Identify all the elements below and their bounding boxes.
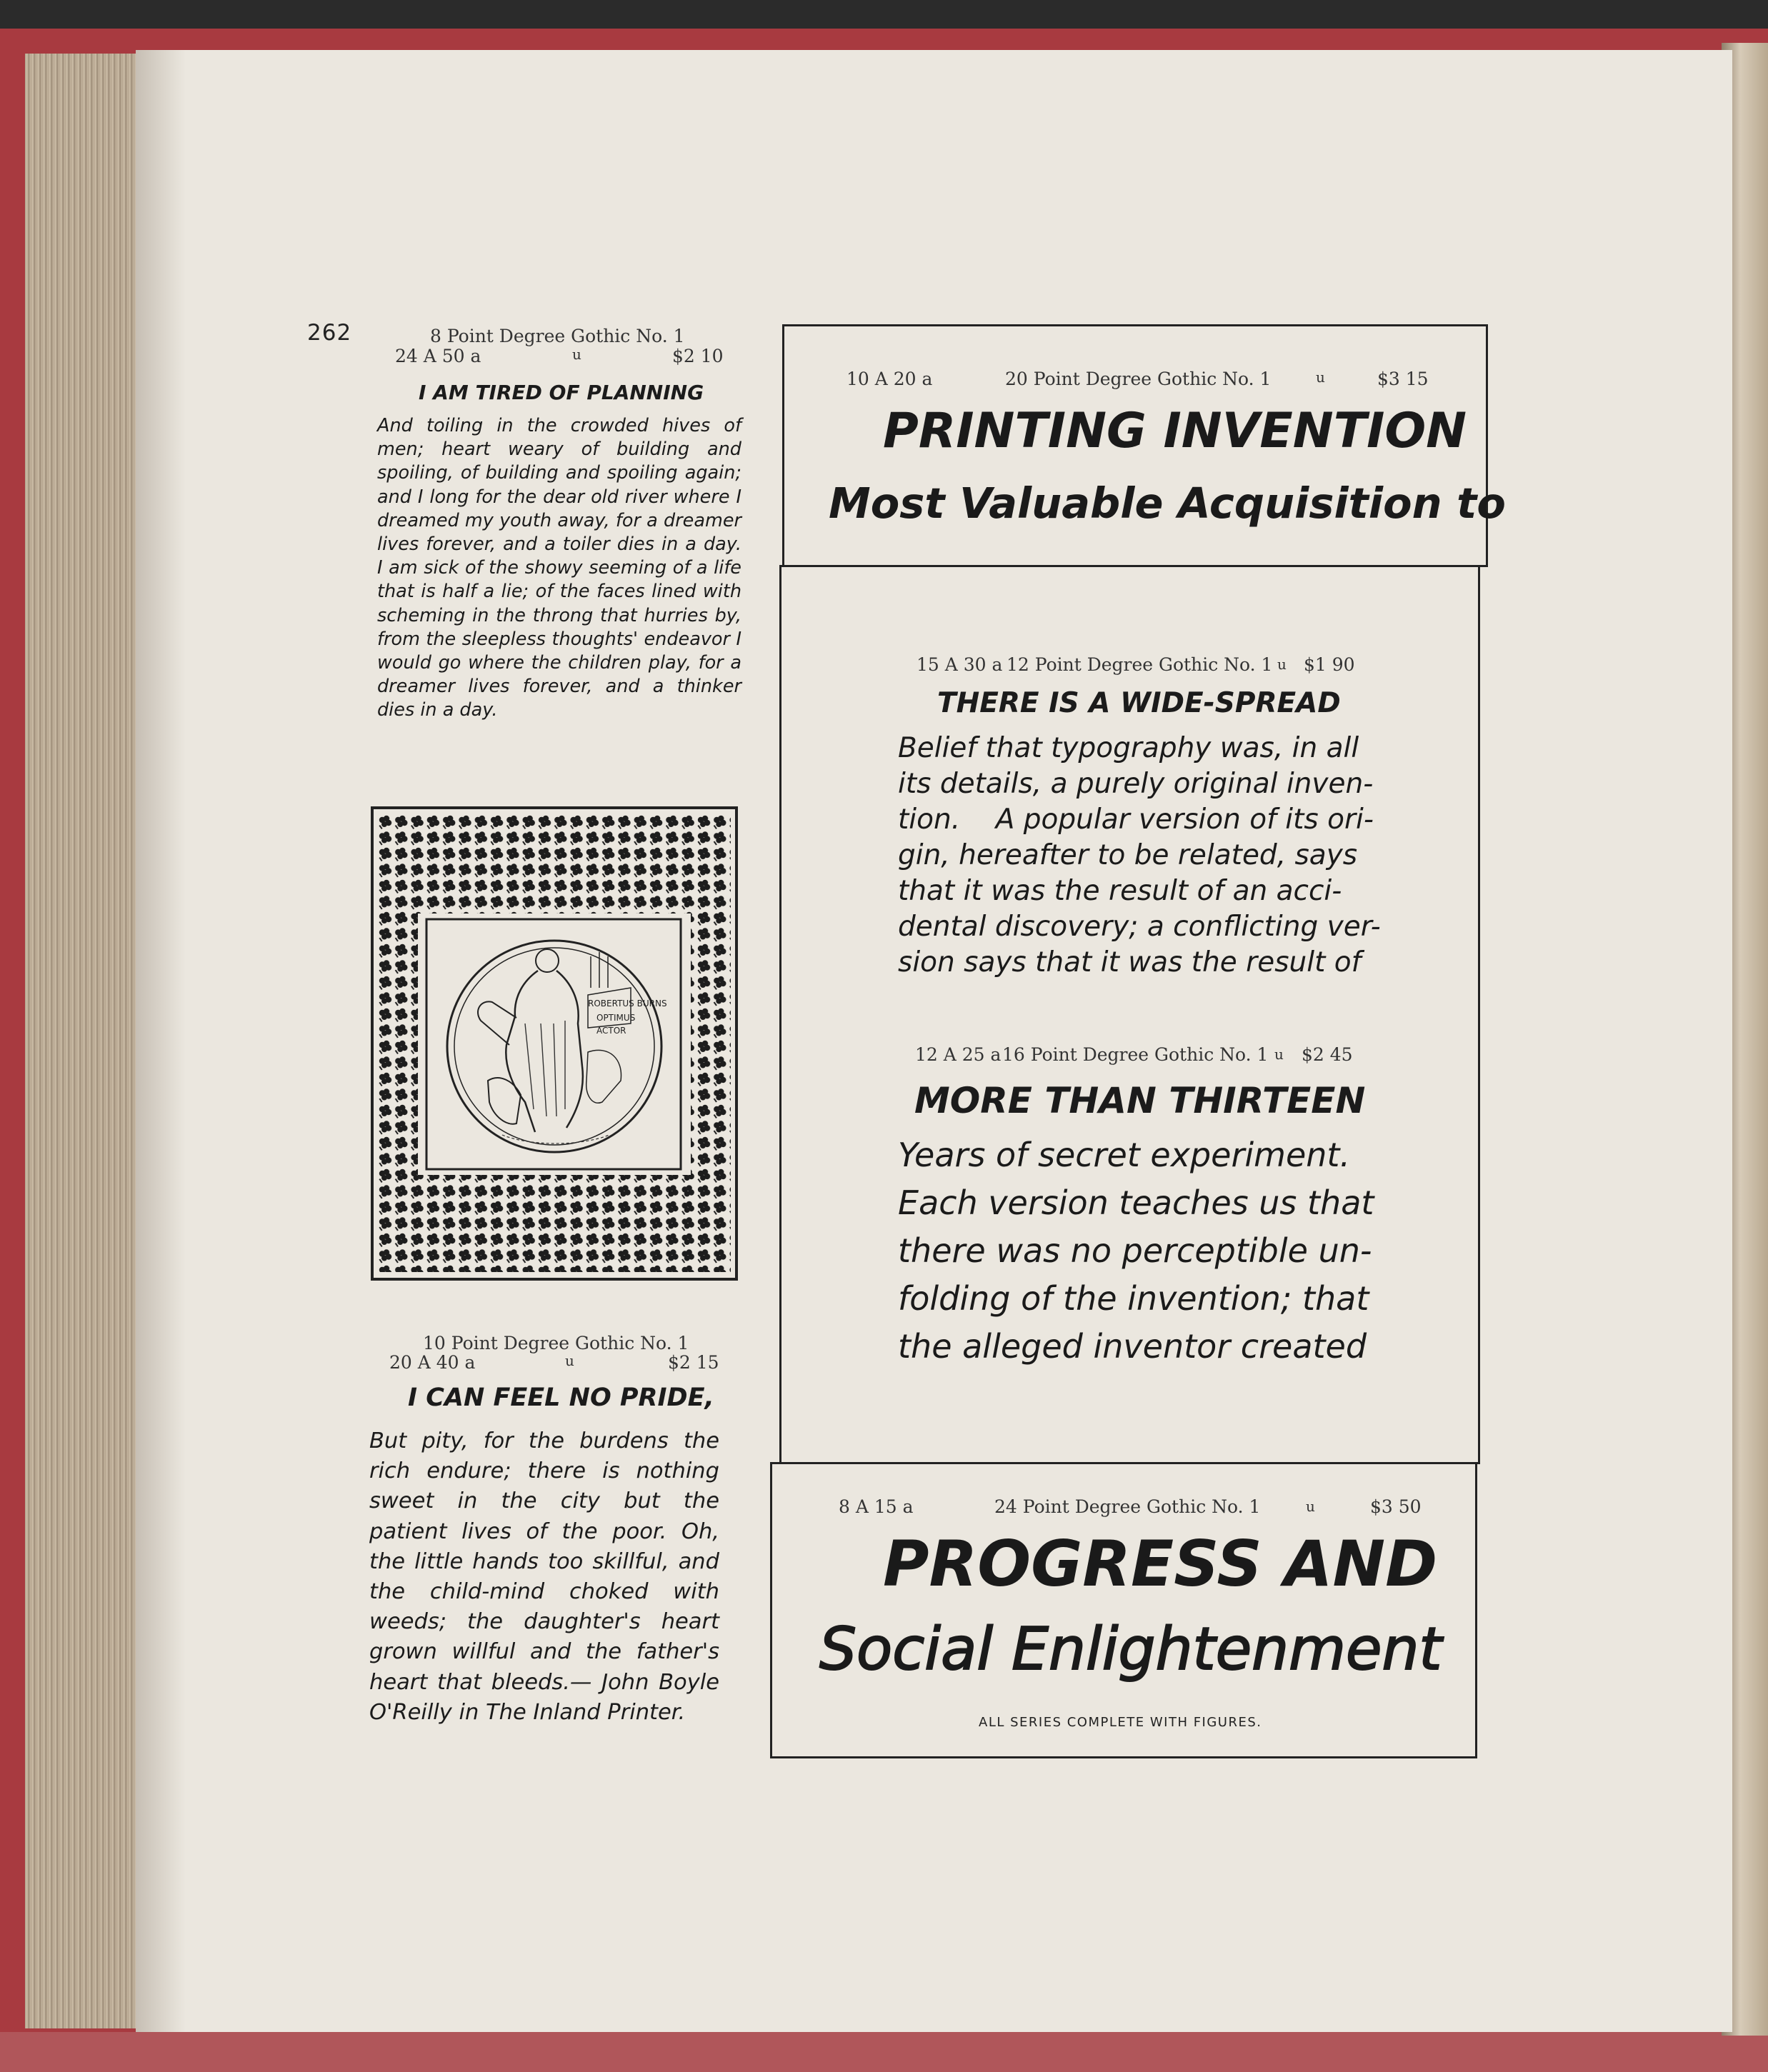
spec-24pt-price: $3 50 xyxy=(1370,1496,1422,1517)
ornament-svg xyxy=(374,809,735,1278)
book-cover-edge xyxy=(0,2032,1768,2072)
spec-12pt-line: tion. A popular version of its ori- xyxy=(898,804,1374,836)
spec-12pt-line: sion says that it was the result of xyxy=(898,946,1362,979)
spec-10pt-mark: u xyxy=(565,1352,574,1369)
ornament-frame xyxy=(371,806,738,1281)
spec-16pt-line: Each version teaches us that xyxy=(898,1183,1374,1222)
spec-20pt-title: 20 Point Degree Gothic No. 1 xyxy=(1005,369,1272,389)
spec-16pt-price: $2 45 xyxy=(1302,1044,1353,1065)
spec-16pt-line: folding of the invention; that xyxy=(898,1279,1369,1318)
spec-16pt-body xyxy=(898,1131,1374,1371)
spec-10pt-title: 10 Point Degree Gothic No. 1 xyxy=(423,1333,689,1353)
spec-12pt-heading: THERE IS A WIDE-SPREAD xyxy=(937,687,1341,719)
spec-24pt-mark: u xyxy=(1306,1498,1315,1515)
spec-8pt-fonts: 24 A 50 a xyxy=(395,346,481,366)
spec-16pt-mark: u xyxy=(1274,1046,1284,1063)
spec-24pt-fonts: 8 A 15 a xyxy=(839,1496,914,1517)
spec-12pt-body xyxy=(898,731,1381,981)
spec-20pt-line2: Most Valuable Acquisition to xyxy=(829,479,1506,528)
spec-16pt-fonts: 12 A 25 a xyxy=(915,1044,1002,1065)
gutter-shadow xyxy=(136,50,186,2032)
spec-8pt-mark: u xyxy=(572,346,581,363)
spec-16pt-title: 16 Point Degree Gothic No. 1 xyxy=(1002,1044,1269,1065)
spec-12pt-price: $1 90 xyxy=(1304,654,1355,675)
spec-8pt-title: 8 Point Degree Gothic No. 1 xyxy=(430,326,685,346)
spec-16pt-heading: MORE THAN THIRTEEN xyxy=(914,1080,1366,1121)
spec-12pt-line: dental discovery; a conflicting ver- xyxy=(898,911,1381,943)
spec-8pt-heading: I AM TIRED OF PLANNING xyxy=(419,381,704,404)
spec-24pt-line1: PROGRESS AND xyxy=(883,1527,1438,1601)
spec-16pt-line: Years of secret experiment. xyxy=(898,1136,1351,1174)
spec-16pt-line: there was no perceptible un- xyxy=(898,1231,1372,1270)
spec-12pt-line: Belief that typography was, in all xyxy=(898,732,1359,764)
medallion-text-1: ROBERTUS BURNS xyxy=(588,999,667,1009)
spec-12pt-line: that it was the result of an acci- xyxy=(898,875,1342,907)
medallion-text-3: ACTOR xyxy=(596,1026,626,1036)
spec-12pt-mark: u xyxy=(1277,656,1287,673)
figures-footnote: ALL SERIES COMPLETE WITH FIGURES. xyxy=(979,1715,1262,1730)
spec-12pt-line: its details, a purely original inven- xyxy=(898,768,1374,800)
spec-12pt-line: gin, hereafter to be related, says xyxy=(898,839,1358,871)
page-edges xyxy=(25,54,139,2028)
spec-10pt-heading: I CAN FEEL NO PRIDE, xyxy=(408,1383,714,1412)
spec-12pt-title: 12 Point Degree Gothic No. 1 xyxy=(1007,654,1273,675)
spec-10pt-body: But pity, for the burdens the rich endure; there is nothing sweet in the city but the patient lives of the poor. Oh, the little hands too skillful, and the child-mind choked with weeds; the daughter's heart grown willful and the father's heart that bleeds.— John Boyle O'Reilly in The Inland Printer. xyxy=(369,1428,719,1725)
spec-24pt-line2: Social Enlightenment xyxy=(819,1616,1442,1683)
spec-10pt-price: $2 15 xyxy=(668,1352,719,1373)
inner-frame xyxy=(426,919,681,1169)
spec-8pt-body: And toiling in the crowded hives of men; heart weary of building and spoiling, of building and spoiling again; and I long for the dear old river where I dreamed my youth away, for a dreamer lives forever, and a toiler dies in a day. I am sick of the showy seeming of a life that is half a lie; of the faces lined with scheming in the throng that hurries by, from the sleepless thoughts' endeavor I would go where the children play, for a dreamer lives forever, and a thinker dies in a day. xyxy=(377,415,741,721)
spec-20pt-line1: PRINTING INVENTION xyxy=(883,403,1467,459)
spec-16pt-line: the alleged inventor created xyxy=(898,1327,1367,1366)
spec-12pt-fonts: 15 A 30 a xyxy=(917,654,1003,675)
page-number: 262 xyxy=(307,320,352,346)
spec-20pt-price: $3 15 xyxy=(1377,369,1429,389)
spec-8pt-price: $2 10 xyxy=(672,346,724,366)
spec-20pt-fonts: 10 A 20 a xyxy=(846,369,933,389)
spec-20pt-mark: u xyxy=(1316,369,1325,386)
spec-10pt-fonts: 20 A 40 a xyxy=(389,1352,476,1373)
spec-24pt-title: 24 Point Degree Gothic No. 1 xyxy=(994,1496,1261,1517)
medallion-text-2: OPTIMUS xyxy=(596,1013,636,1023)
